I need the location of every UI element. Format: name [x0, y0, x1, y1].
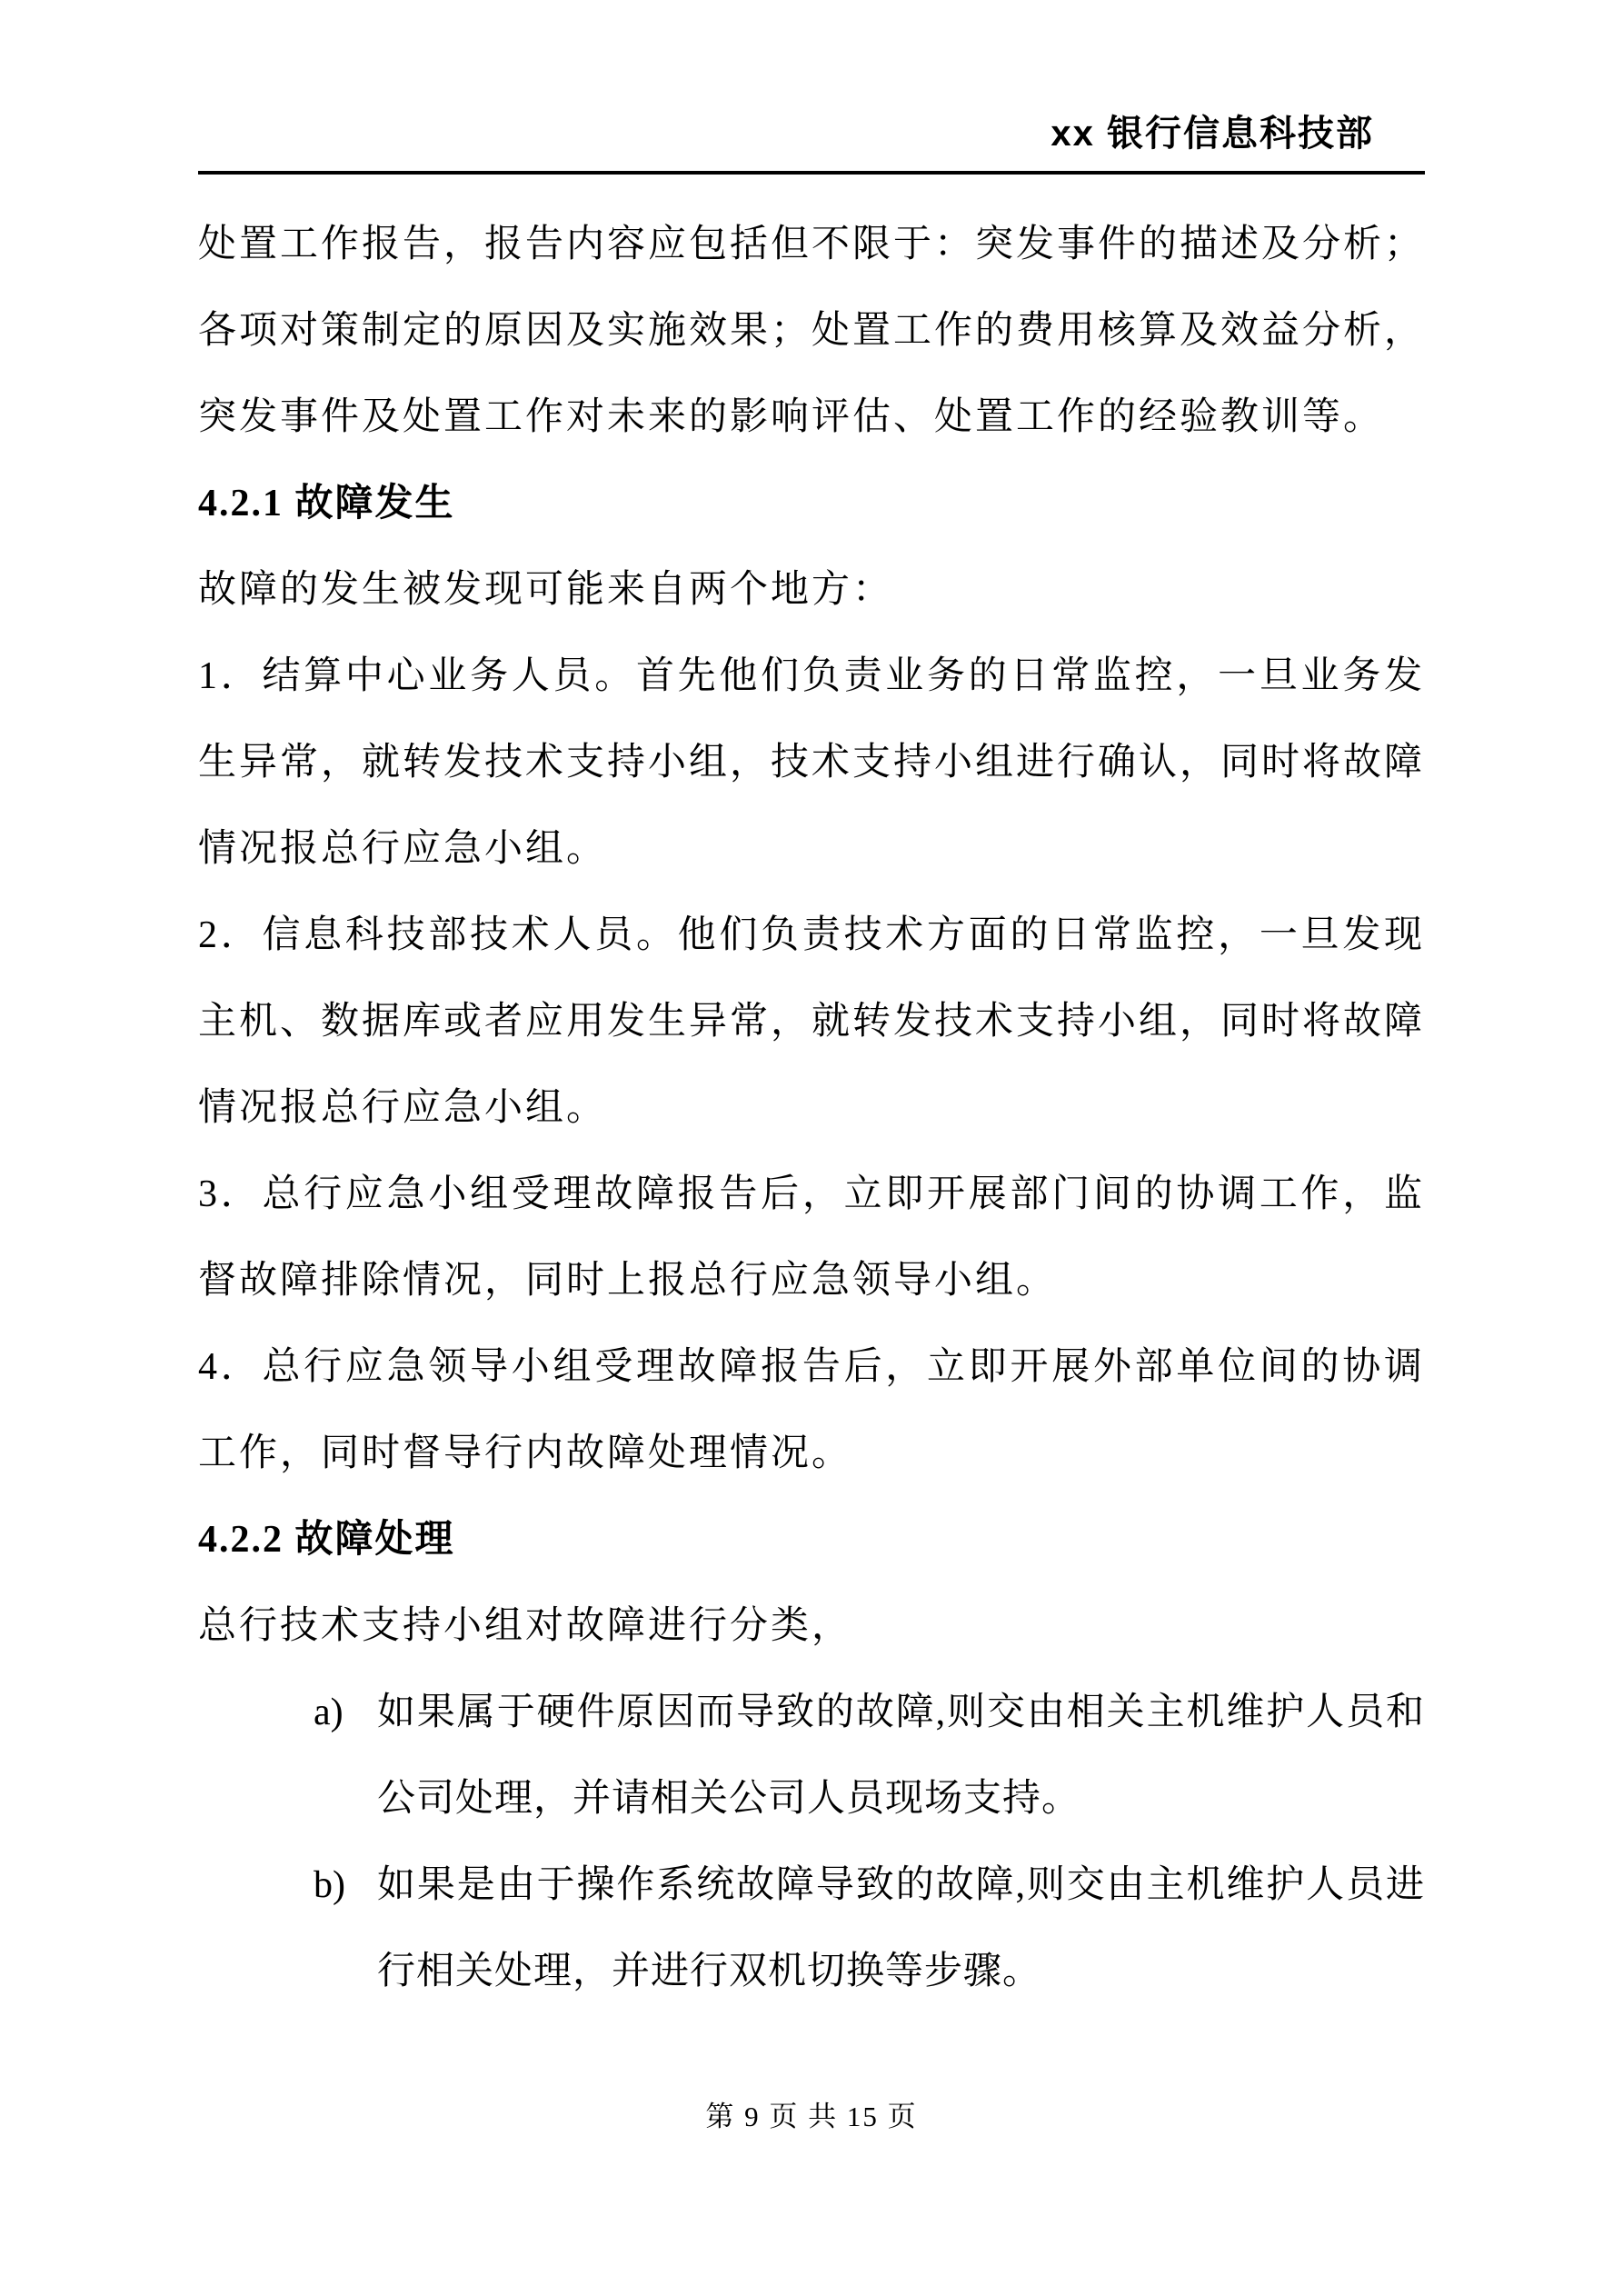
- section-421-lead: 故障的发生被发现可能来自两个地方：: [198, 569, 894, 611]
- section-422-heading: 4.2.2 故障处理: [198, 1519, 455, 1561]
- page-header: [198, 107, 1425, 175]
- document-body: [198, 202, 1425, 2015]
- numbered-paragraph-2: 2．信息科技部技术人员。他们负责技术方面的日常监控，一旦发现主机、数据库或者应用发生异常，就转发技术支持小组，同时将故障情况报总行应急小组。: [198, 914, 1426, 1129]
- intro-paragraph: 处置工作报告，报告内容应包括但不限于：突发事件的描述及分析；各项对策制定的原因及实施效果；处置工作的费用核算及效益分析，突发事件及处置工作对未来的影响评估、处置工作的经验教训等。: [198, 224, 1426, 438]
- numbered-paragraph-3: 3．总行应急小组受理故障报告后，立即开展部门间的协调工作，监督故障排除情况，同时上报总行应急领导小组。: [198, 1173, 1425, 1302]
- section-422-lead: 总行技术支持小组对故障进行分类，: [198, 1605, 853, 1647]
- list-item-b-text: 如果是由于操作系统故障导致的故障,则交由主机维护人员进行相关处理，并进行双机切换等步骤。: [377, 1864, 1425, 1992]
- list-item-b: [198, 1842, 1425, 2015]
- list-item-a: [198, 1670, 1425, 1842]
- header-rule: [198, 171, 1425, 175]
- numbered-paragraph-1: 1．结算中心业务人员。首先他们负责业务的日常监控，一旦业务发生异常，就转发技术支持小组，技术支持小组进行确认，同时将故障情况报总行应急小组。: [198, 655, 1426, 870]
- numbered-paragraph-4: 4．总行应急领导小组受理故障报告后，立即开展外部单位间的协调工作，同时督导行内故障处理情况。: [198, 1346, 1425, 1474]
- list-item-a-marker: a): [314, 1692, 344, 1733]
- list-item-b-marker: b): [314, 1864, 345, 1906]
- section-421-heading: 4.2.1 故障发生: [198, 483, 455, 524]
- page-number-text: 第 9 页 共 15 页: [705, 2101, 918, 2132]
- list-item-a-text: 如果属于硬件原因而导致的故障,则交由相关主机维护人员和公司处理，并请相关公司人员现场支持。: [377, 1692, 1425, 1820]
- header-department-text: xx 银行信息科技部: [1050, 114, 1374, 154]
- page-footer: [0, 2098, 1623, 2136]
